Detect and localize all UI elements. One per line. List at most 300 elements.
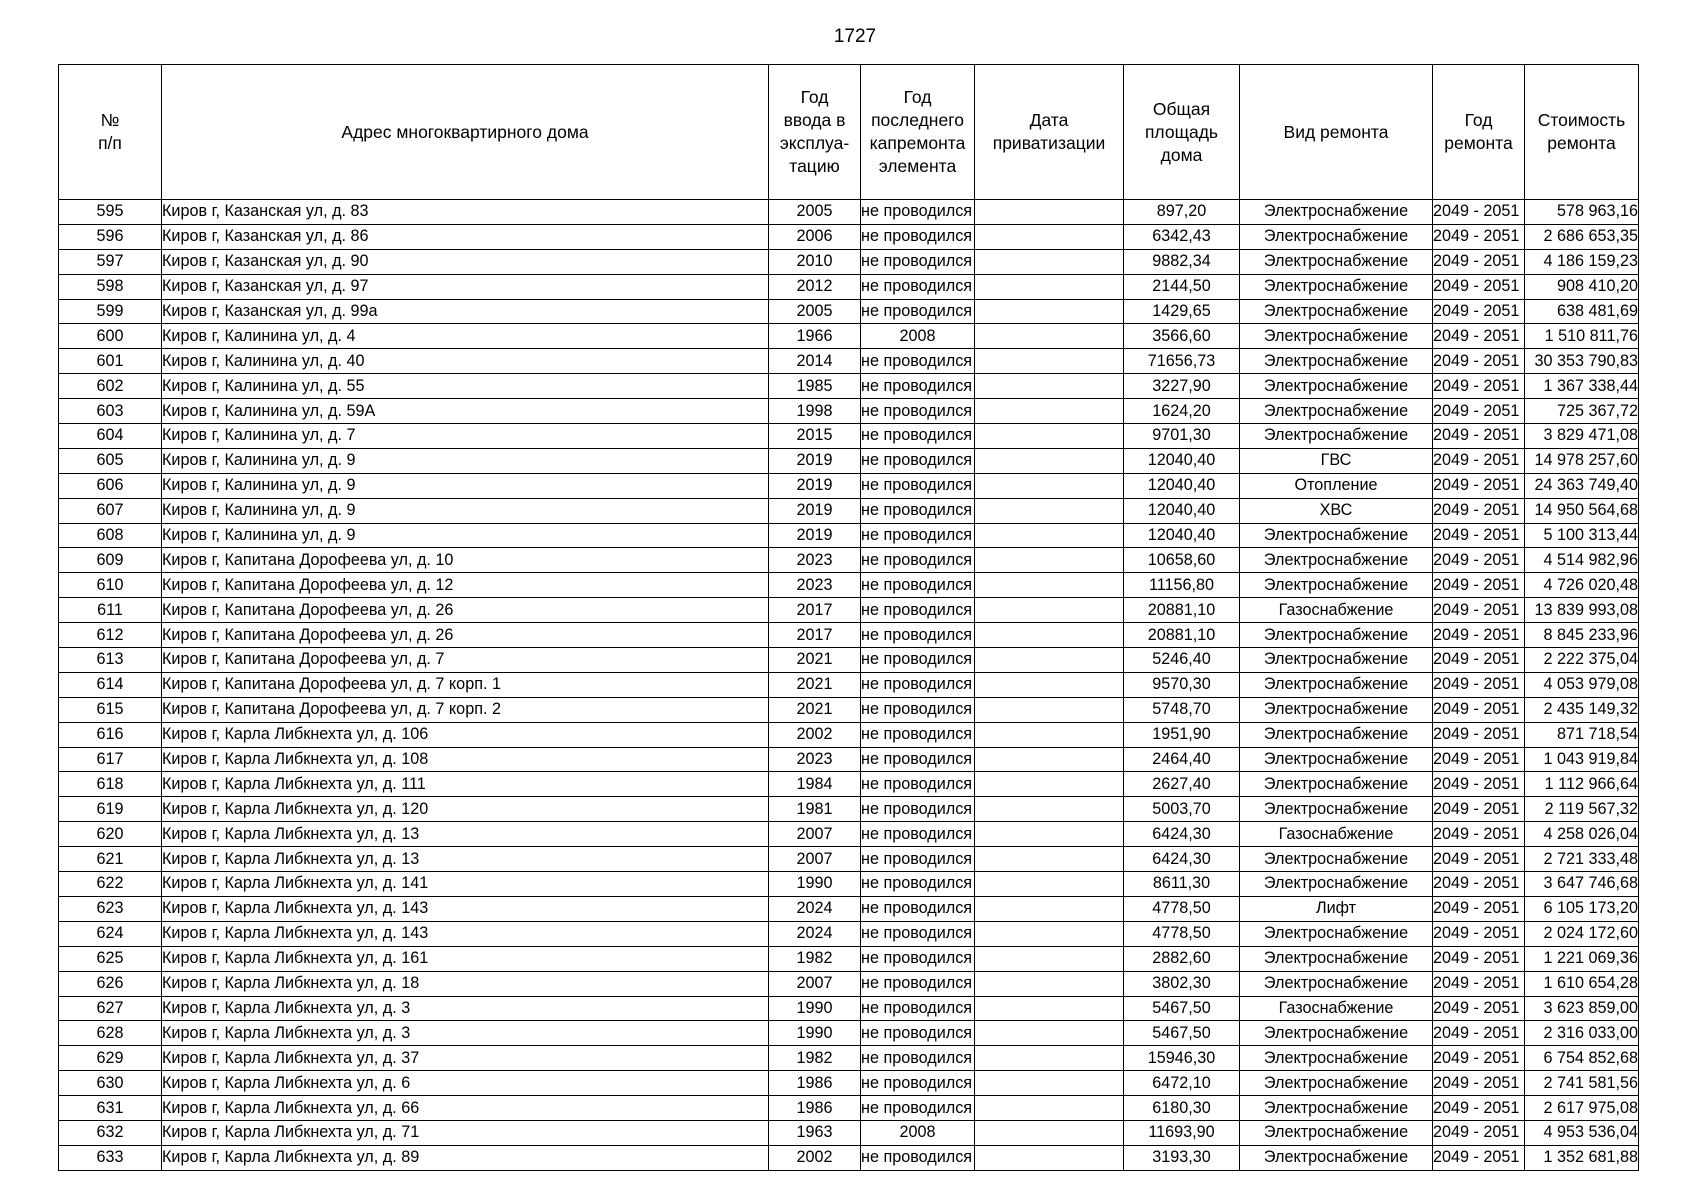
privatization-date-cell — [975, 200, 1124, 225]
repair-year-cell: 2049 - 2051 — [1433, 274, 1525, 299]
repair-year-cell: 2049 - 2051 — [1433, 299, 1525, 324]
privatization-date-cell — [975, 996, 1124, 1021]
total-area-cell: 6472,10 — [1124, 1071, 1240, 1096]
repair-type-cell: Электроснабжение — [1240, 573, 1433, 598]
page-number: 1727 — [833, 26, 877, 47]
commission-year-cell: 1984 — [769, 772, 861, 797]
privatization-date-cell — [975, 598, 1124, 623]
last-repair-cell: не проводился — [861, 548, 975, 573]
address-cell: Киров г, Калинина ул, д. 9 — [162, 448, 769, 473]
table-row — [59, 249, 1639, 274]
repair-type-cell: Электроснабжение — [1240, 324, 1433, 349]
repair-type-cell: Электроснабжение — [1240, 623, 1433, 648]
repair-type-cell: Электроснабжение — [1240, 1021, 1433, 1046]
header-line: Дата — [1029, 110, 1069, 130]
privatization-date-cell — [975, 349, 1124, 374]
address-cell: Киров г, Карла Либкнехта ул, д. 18 — [162, 971, 769, 996]
header-line: дома — [1160, 144, 1203, 165]
repair-cost-cell: 14 978 257,60 — [1525, 448, 1639, 473]
repair-cost-cell: 1 112 966,64 — [1525, 772, 1639, 797]
address-cell: Киров г, Калинина ул, д. 7 — [162, 424, 769, 449]
total-area-cell: 5246,40 — [1124, 648, 1240, 673]
repair-type-cell: Электроснабжение — [1240, 374, 1433, 399]
repair-type-cell: Электроснабжение — [1240, 1071, 1433, 1096]
total-area-cell: 3193,30 — [1124, 1145, 1240, 1170]
address-cell: Киров г, Карла Либкнехта ул, д. 141 — [162, 872, 769, 897]
repair-cost-cell: 6 105 173,20 — [1525, 896, 1639, 921]
last-repair-cell: не проводился — [861, 872, 975, 897]
address-cell: Киров г, Карла Либкнехта ул, д. 13 — [162, 822, 769, 847]
commission-year-cell: 1986 — [769, 1096, 861, 1121]
repair-year-cell: 2049 - 2051 — [1433, 349, 1525, 374]
repair-cost-cell: 2 222 375,04 — [1525, 648, 1639, 673]
total-area-cell: 6180,30 — [1124, 1096, 1240, 1121]
repair-year-cell: 2049 - 2051 — [1433, 921, 1525, 946]
repair-type-cell: Электроснабжение — [1240, 971, 1433, 996]
table-row — [59, 573, 1639, 598]
header-line: Общая — [1152, 98, 1211, 119]
address-cell: Киров г, Калинина ул, д. 9 — [162, 498, 769, 523]
total-area-cell: 4778,50 — [1124, 896, 1240, 921]
table-row — [59, 1096, 1639, 1121]
commission-year-cell: 2005 — [769, 200, 861, 225]
table-row — [59, 399, 1639, 424]
repair-type-cell: Электроснабжение — [1240, 200, 1433, 225]
address-cell: Киров г, Карла Либкнехта ул, д. 37 — [162, 1046, 769, 1071]
last-repair-cell: не проводился — [861, 224, 975, 249]
table-row — [59, 946, 1639, 971]
header-line: ввода в — [783, 110, 846, 130]
commission-year-cell: 1982 — [769, 1046, 861, 1071]
repair-type-cell: Электроснабжение — [1240, 722, 1433, 747]
last-repair-cell: не проводился — [861, 797, 975, 822]
row-number: 626 — [59, 971, 162, 996]
total-area-cell: 9701,30 — [1124, 424, 1240, 449]
header-line: п/п — [98, 133, 122, 153]
commission-year-cell: 2017 — [769, 598, 861, 623]
table-row — [59, 324, 1639, 349]
total-area-cell: 5467,50 — [1124, 996, 1240, 1021]
privatization-date-cell — [975, 697, 1124, 722]
privatization-date-cell — [975, 573, 1124, 598]
repair-cost-cell: 4 514 982,96 — [1525, 548, 1639, 573]
repair-year-cell: 2049 - 2051 — [1433, 1021, 1525, 1046]
last-repair-cell: не проводился — [861, 847, 975, 872]
table-row — [59, 896, 1639, 921]
commission-year-cell: 2005 — [769, 299, 861, 324]
repair-type-cell: ГВС — [1240, 448, 1433, 473]
commission-year-cell: 1966 — [769, 324, 861, 349]
table-row — [59, 772, 1639, 797]
repair-year-cell: 2049 - 2051 — [1433, 946, 1525, 971]
repair-year-cell: 2049 - 2051 — [1433, 1145, 1525, 1170]
repair-cost-cell: 3 623 859,00 — [1525, 996, 1639, 1021]
table-row — [59, 548, 1639, 573]
row-number: 602 — [59, 374, 162, 399]
repair-cost-cell: 4 726 020,48 — [1525, 573, 1639, 598]
repair-year-cell: 2049 - 2051 — [1433, 847, 1525, 872]
table-row — [59, 299, 1639, 324]
repair-type-cell: Электроснабжение — [1240, 399, 1433, 424]
row-number: 614 — [59, 672, 162, 697]
commission-year-cell: 2007 — [769, 822, 861, 847]
privatization-date-cell — [975, 722, 1124, 747]
header-line: приватизации — [992, 133, 1106, 153]
last-repair-cell: не проводился — [861, 374, 975, 399]
repair-cost-cell: 908 410,20 — [1525, 274, 1639, 299]
header-line: № — [100, 110, 120, 130]
repair-type-cell: Электроснабжение — [1240, 648, 1433, 673]
repair-type-cell: ХВС — [1240, 498, 1433, 523]
last-repair-cell: не проводился — [861, 424, 975, 449]
commission-year-cell: 2021 — [769, 697, 861, 722]
address-cell: Киров г, Карла Либкнехта ул, д. 143 — [162, 921, 769, 946]
header-privatization-date — [975, 65, 1124, 200]
repair-year-cell: 2049 - 2051 — [1433, 1046, 1525, 1071]
address-cell: Киров г, Карла Либкнехта ул, д. 13 — [162, 847, 769, 872]
repair-year-cell: 2049 - 2051 — [1433, 399, 1525, 424]
table-row — [59, 697, 1639, 722]
row-number: 622 — [59, 872, 162, 897]
header-line: Год — [1464, 110, 1493, 130]
repair-cost-cell: 30 353 790,83 — [1525, 349, 1639, 374]
privatization-date-cell — [975, 797, 1124, 822]
table-row — [59, 498, 1639, 523]
repair-cost-cell: 1 367 338,44 — [1525, 374, 1639, 399]
privatization-date-cell — [975, 448, 1124, 473]
privatization-date-cell — [975, 299, 1124, 324]
repair-type-cell: Электроснабжение — [1240, 548, 1433, 573]
repair-cost-cell: 2 024 172,60 — [1525, 921, 1639, 946]
last-repair-cell: не проводился — [861, 946, 975, 971]
commission-year-cell: 2021 — [769, 648, 861, 673]
last-repair-cell: не проводился — [861, 473, 975, 498]
last-repair-cell: не проводился — [861, 1096, 975, 1121]
repair-cost-cell: 638 481,69 — [1525, 299, 1639, 324]
commission-year-cell: 2024 — [769, 896, 861, 921]
commission-year-cell: 1982 — [769, 946, 861, 971]
last-repair-cell: не проводился — [861, 299, 975, 324]
total-area-cell: 11693,90 — [1124, 1120, 1240, 1145]
total-area-cell: 2882,60 — [1124, 946, 1240, 971]
repair-type-cell: Электроснабжение — [1240, 1145, 1433, 1170]
last-repair-cell: не проводился — [861, 1021, 975, 1046]
table-row — [59, 1071, 1639, 1096]
repair-cost-cell: 8 845 233,96 — [1525, 623, 1639, 648]
privatization-date-cell — [975, 847, 1124, 872]
table-row — [59, 747, 1639, 772]
total-area-cell: 71656,73 — [1124, 349, 1240, 374]
repair-cost-cell: 14 950 564,68 — [1525, 498, 1639, 523]
privatization-date-cell — [975, 1021, 1124, 1046]
privatization-date-cell — [975, 921, 1124, 946]
header-year-commission — [769, 65, 861, 200]
last-repair-cell: не проводился — [861, 598, 975, 623]
repair-type-cell: Электроснабжение — [1240, 274, 1433, 299]
total-area-cell: 20881,10 — [1124, 598, 1240, 623]
repair-cost-cell: 4 186 159,23 — [1525, 249, 1639, 274]
repair-year-cell: 2049 - 2051 — [1433, 896, 1525, 921]
privatization-date-cell — [975, 822, 1124, 847]
row-number: 612 — [59, 623, 162, 648]
repair-type-cell: Электроснабжение — [1240, 224, 1433, 249]
row-number: 627 — [59, 996, 162, 1021]
last-repair-cell: не проводился — [861, 672, 975, 697]
repair-type-cell: Электроснабжение — [1240, 772, 1433, 797]
row-number: 598 — [59, 274, 162, 299]
table-row — [59, 200, 1639, 225]
privatization-date-cell — [975, 224, 1124, 249]
last-repair-cell: не проводился — [861, 896, 975, 921]
address-cell: Киров г, Карла Либкнехта ул, д. 111 — [162, 772, 769, 797]
repair-type-cell: Электроснабжение — [1240, 249, 1433, 274]
last-repair-cell: не проводился — [861, 722, 975, 747]
repair-year-cell: 2049 - 2051 — [1433, 822, 1525, 847]
repair-cost-cell: 4 953 536,04 — [1525, 1120, 1639, 1145]
total-area-cell: 11156,80 — [1124, 573, 1240, 598]
repair-year-cell: 2049 - 2051 — [1433, 1120, 1525, 1145]
repair-year-cell: 2049 - 2051 — [1433, 772, 1525, 797]
address-cell: Киров г, Калинина ул, д. 55 — [162, 374, 769, 399]
privatization-date-cell — [975, 896, 1124, 921]
repair-year-cell: 2049 - 2051 — [1433, 672, 1525, 697]
table-row — [59, 374, 1639, 399]
privatization-date-cell — [975, 946, 1124, 971]
repair-cost-cell: 3 829 471,08 — [1525, 424, 1639, 449]
row-number: 600 — [59, 324, 162, 349]
commission-year-cell: 2019 — [769, 523, 861, 548]
header-line: эксплуа- — [779, 133, 850, 153]
last-repair-cell: не проводился — [861, 249, 975, 274]
header-year-last-repair — [861, 65, 975, 200]
header-repair-type — [1240, 65, 1433, 200]
table-row — [59, 1046, 1639, 1071]
table-row — [59, 473, 1639, 498]
repair-year-cell: 2049 - 2051 — [1433, 498, 1525, 523]
commission-year-cell: 2019 — [769, 498, 861, 523]
last-repair-cell: 2008 — [861, 324, 975, 349]
address-cell: Киров г, Капитана Дорофеева ул, д. 7 корп. 1 — [162, 672, 769, 697]
total-area-cell: 3227,90 — [1124, 374, 1240, 399]
repair-cost-cell: 3 647 746,68 — [1525, 872, 1639, 897]
privatization-date-cell — [975, 772, 1124, 797]
address-cell: Киров г, Капитана Дорофеева ул, д. 12 — [162, 573, 769, 598]
repair-year-cell: 2049 - 2051 — [1433, 747, 1525, 772]
privatization-date-cell — [975, 1145, 1124, 1170]
repair-year-cell: 2049 - 2051 — [1433, 1096, 1525, 1121]
repair-year-cell: 2049 - 2051 — [1433, 224, 1525, 249]
commission-year-cell: 1998 — [769, 399, 861, 424]
address-cell: Киров г, Капитана Дорофеева ул, д. 10 — [162, 548, 769, 573]
address-cell: Киров г, Карла Либкнехта ул, д. 143 — [162, 896, 769, 921]
last-repair-cell: не проводился — [861, 1071, 975, 1096]
repair-type-cell: Электроснабжение — [1240, 299, 1433, 324]
table-header-row — [59, 65, 1639, 200]
total-area-cell: 6424,30 — [1124, 822, 1240, 847]
address-cell: Киров г, Карла Либкнехта ул, д. 6 — [162, 1071, 769, 1096]
address-cell: Киров г, Казанская ул, д. 86 — [162, 224, 769, 249]
table-row — [59, 224, 1639, 249]
privatization-date-cell — [975, 747, 1124, 772]
privatization-date-cell — [975, 523, 1124, 548]
repair-type-cell: Электроснабжение — [1240, 1046, 1433, 1071]
repair-year-cell: 2049 - 2051 — [1433, 249, 1525, 274]
repair-type-cell: Электроснабжение — [1240, 872, 1433, 897]
privatization-date-cell — [975, 623, 1124, 648]
commission-year-cell: 1981 — [769, 797, 861, 822]
privatization-date-cell — [975, 1046, 1124, 1071]
table-row — [59, 672, 1639, 697]
address-cell: Киров г, Капитана Дорофеева ул, д. 7 корп. 2 — [162, 697, 769, 722]
total-area-cell: 3566,60 — [1124, 324, 1240, 349]
repair-cost-cell: 24 363 749,40 — [1525, 473, 1639, 498]
table-row — [59, 1120, 1639, 1145]
commission-year-cell: 1986 — [769, 1071, 861, 1096]
commission-year-cell: 2014 — [769, 349, 861, 374]
address-cell: Киров г, Карла Либкнехта ул, д. 108 — [162, 747, 769, 772]
commission-year-cell: 2023 — [769, 747, 861, 772]
address-cell: Киров г, Карла Либкнехта ул, д. 120 — [162, 797, 769, 822]
total-area-cell: 897,20 — [1124, 200, 1240, 225]
last-repair-cell: не проводился — [861, 623, 975, 648]
row-number: 604 — [59, 424, 162, 449]
last-repair-cell: 2008 — [861, 1120, 975, 1145]
repair-year-cell: 2049 - 2051 — [1433, 1071, 1525, 1096]
commission-year-cell: 2012 — [769, 274, 861, 299]
row-number: 618 — [59, 772, 162, 797]
repair-type-cell: Электроснабжение — [1240, 523, 1433, 548]
repair-year-cell: 2049 - 2051 — [1433, 722, 1525, 747]
total-area-cell: 2144,50 — [1124, 274, 1240, 299]
row-number: 617 — [59, 747, 162, 772]
commission-year-cell: 2023 — [769, 548, 861, 573]
repair-cost-cell: 13 839 993,08 — [1525, 598, 1639, 623]
repair-year-cell: 2049 - 2051 — [1433, 424, 1525, 449]
header-line: Год — [903, 87, 932, 107]
row-number: 608 — [59, 523, 162, 548]
table-row — [59, 996, 1639, 1021]
privatization-date-cell — [975, 324, 1124, 349]
repair-cost-cell: 5 100 313,44 — [1525, 523, 1639, 548]
row-number: 616 — [59, 722, 162, 747]
address-cell: Киров г, Капитана Дорофеева ул, д. 26 — [162, 623, 769, 648]
repair-schedule-table — [58, 64, 1639, 1171]
row-number: 597 — [59, 249, 162, 274]
repair-cost-cell: 2 721 333,48 — [1525, 847, 1639, 872]
total-area-cell: 12040,40 — [1124, 448, 1240, 473]
header-line: элемента — [878, 156, 957, 176]
address-cell: Киров г, Капитана Дорофеева ул, д. 7 — [162, 648, 769, 673]
table-row — [59, 274, 1639, 299]
commission-year-cell: 2002 — [769, 1145, 861, 1170]
address-cell: Киров г, Карла Либкнехта ул, д. 66 — [162, 1096, 769, 1121]
row-number: 630 — [59, 1071, 162, 1096]
repair-cost-cell: 4 258 026,04 — [1525, 822, 1639, 847]
repair-type-cell: Газоснабжение — [1240, 822, 1433, 847]
last-repair-cell: не проводился — [861, 448, 975, 473]
row-number: 623 — [59, 896, 162, 921]
table-row — [59, 349, 1639, 374]
header-line: Адрес многоквартирного дома — [341, 121, 589, 142]
total-area-cell: 12040,40 — [1124, 498, 1240, 523]
repair-type-cell: Электроснабжение — [1240, 946, 1433, 971]
total-area-cell: 12040,40 — [1124, 523, 1240, 548]
row-number: 625 — [59, 946, 162, 971]
row-number: 611 — [59, 598, 162, 623]
repair-type-cell: Электроснабжение — [1240, 672, 1433, 697]
header-line: ремонта — [1444, 133, 1513, 153]
repair-type-cell: Электроснабжение — [1240, 1120, 1433, 1145]
last-repair-cell: не проводился — [861, 573, 975, 598]
row-number: 631 — [59, 1096, 162, 1121]
repair-cost-cell: 2 686 653,35 — [1525, 224, 1639, 249]
total-area-cell: 9882,34 — [1124, 249, 1240, 274]
header-line: Вид ремонта — [1283, 121, 1389, 142]
privatization-date-cell — [975, 1071, 1124, 1096]
repair-type-cell: Электроснабжение — [1240, 921, 1433, 946]
commission-year-cell: 2024 — [769, 921, 861, 946]
privatization-date-cell — [975, 498, 1124, 523]
privatization-date-cell — [975, 424, 1124, 449]
header-num — [59, 65, 162, 200]
repair-cost-cell: 4 053 979,08 — [1525, 672, 1639, 697]
commission-year-cell: 2021 — [769, 672, 861, 697]
commission-year-cell: 2006 — [769, 224, 861, 249]
total-area-cell: 15946,30 — [1124, 1046, 1240, 1071]
repair-year-cell: 2049 - 2051 — [1433, 200, 1525, 225]
privatization-date-cell — [975, 249, 1124, 274]
total-area-cell: 12040,40 — [1124, 473, 1240, 498]
privatization-date-cell — [975, 1120, 1124, 1145]
total-area-cell: 6424,30 — [1124, 847, 1240, 872]
last-repair-cell: не проводился — [861, 921, 975, 946]
row-number: 599 — [59, 299, 162, 324]
row-number: 603 — [59, 399, 162, 424]
privatization-date-cell — [975, 548, 1124, 573]
address-cell: Киров г, Карла Либкнехта ул, д. 89 — [162, 1145, 769, 1170]
row-number: 620 — [59, 822, 162, 847]
table-row — [59, 921, 1639, 946]
last-repair-cell: не проводился — [861, 498, 975, 523]
commission-year-cell: 2023 — [769, 573, 861, 598]
table-row — [59, 598, 1639, 623]
repair-type-cell: Электроснабжение — [1240, 747, 1433, 772]
row-number: 624 — [59, 921, 162, 946]
commission-year-cell: 2017 — [769, 623, 861, 648]
last-repair-cell: не проводился — [861, 274, 975, 299]
repair-year-cell: 2049 - 2051 — [1433, 697, 1525, 722]
repair-cost-cell: 1 043 919,84 — [1525, 747, 1639, 772]
repair-year-cell: 2049 - 2051 — [1433, 996, 1525, 1021]
table-row — [59, 424, 1639, 449]
repair-cost-cell: 2 617 975,08 — [1525, 1096, 1639, 1121]
commission-year-cell: 2007 — [769, 847, 861, 872]
total-area-cell: 6342,43 — [1124, 224, 1240, 249]
commission-year-cell: 1990 — [769, 1021, 861, 1046]
total-area-cell: 9570,30 — [1124, 672, 1240, 697]
repair-cost-cell: 725 367,72 — [1525, 399, 1639, 424]
privatization-date-cell — [975, 1096, 1124, 1121]
total-area-cell: 10658,60 — [1124, 548, 1240, 573]
privatization-date-cell — [975, 648, 1124, 673]
row-number: 629 — [59, 1046, 162, 1071]
repair-type-cell: Электроснабжение — [1240, 797, 1433, 822]
table-row — [59, 847, 1639, 872]
commission-year-cell: 2019 — [769, 448, 861, 473]
table-row — [59, 648, 1639, 673]
last-repair-cell: не проводился — [861, 399, 975, 424]
repair-cost-cell: 2 741 581,56 — [1525, 1071, 1639, 1096]
